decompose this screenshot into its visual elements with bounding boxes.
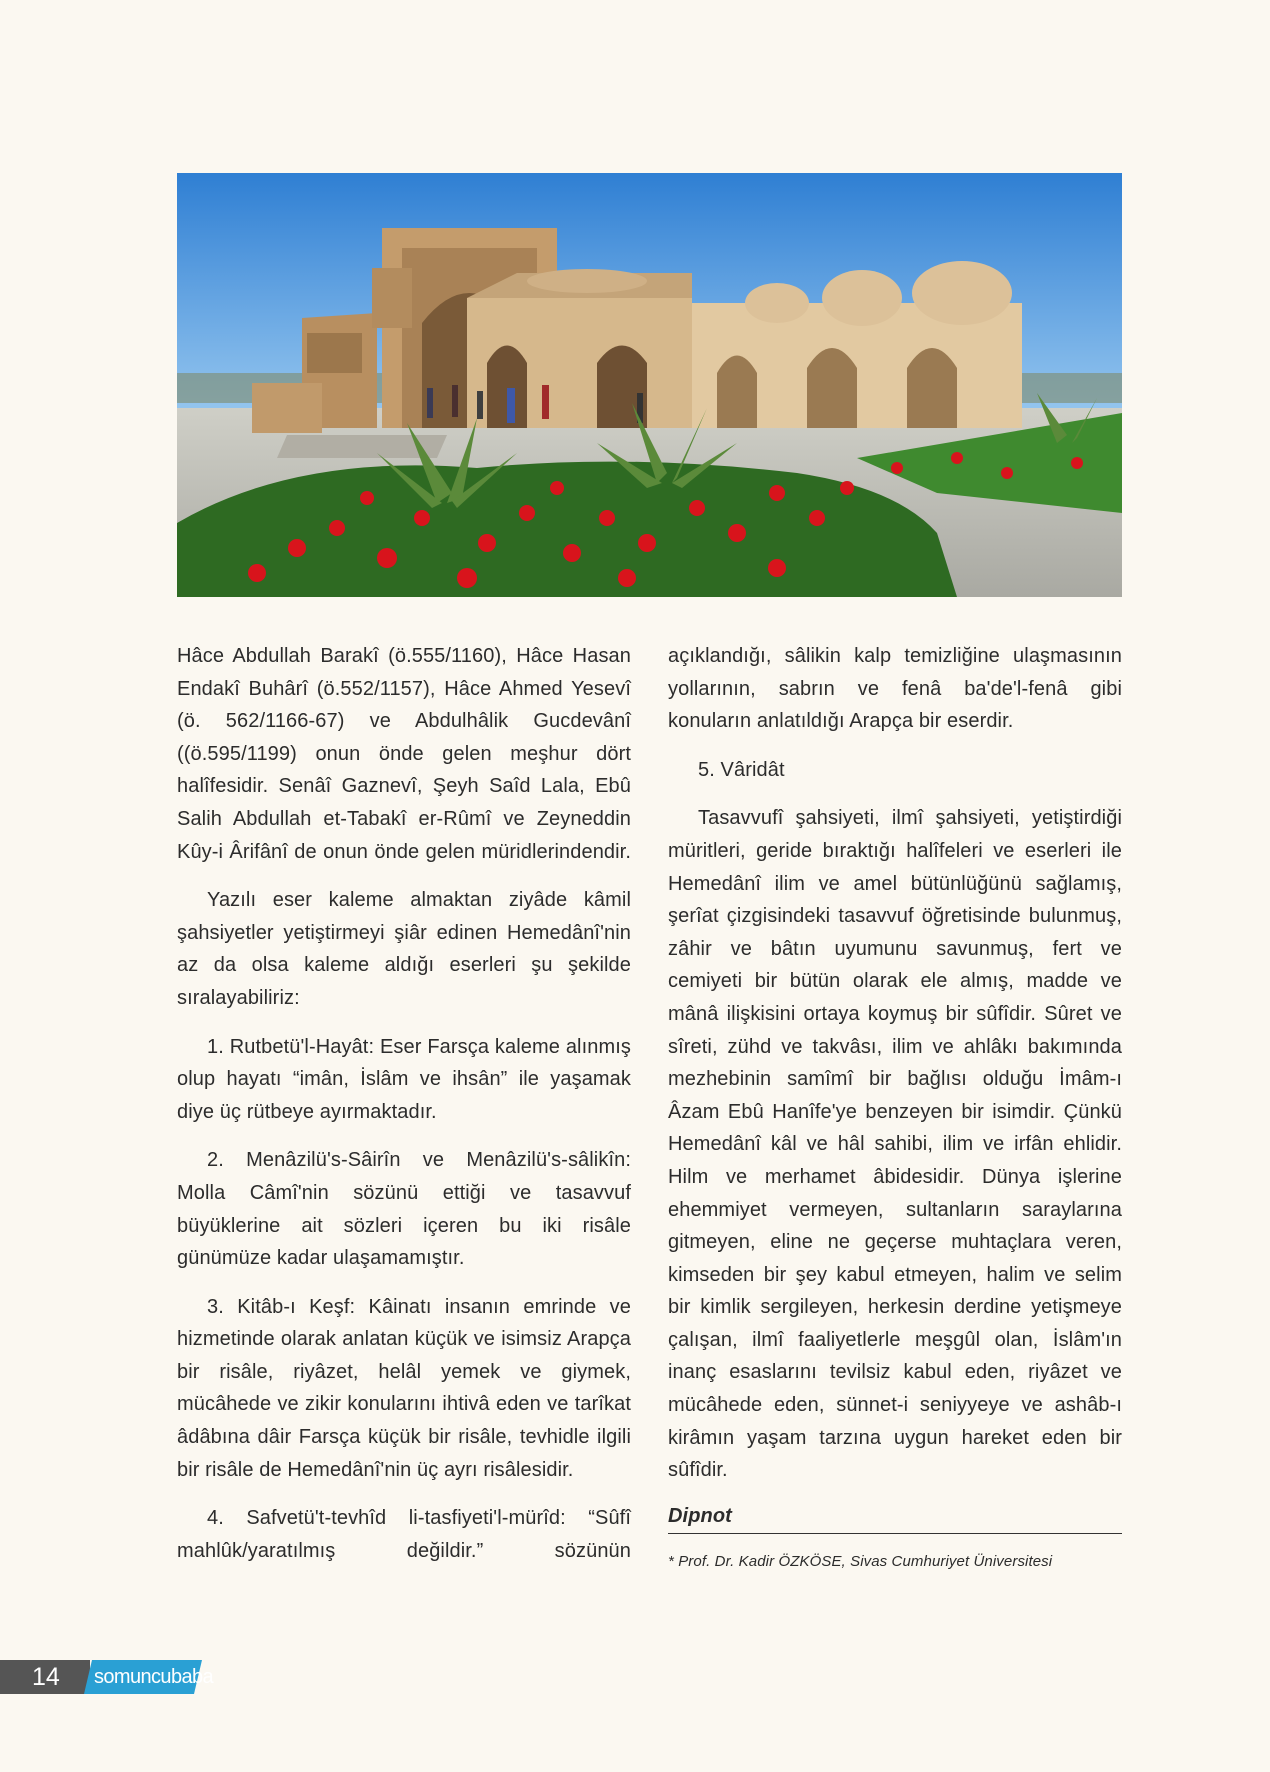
paragraph-sufi-character: Tasavvufî şahsiyeti, ilmî şahsiyeti, yetiştirdiği müritleri, geride bıraktığı halîfeleri ve eserleri ile Hemedânî ilim ve amel bütünlüğünü sağlamış, şerîat çizgisindeki tasavvuf öğretisinde bulunmuş, zâhir ve bâtın uyumunu savunmuş, fert ve cemiyeti bir bütün olarak ele almış, madde ve mânâ ilişkisini ortaya koymuş bir sûfîdir. Sûret ve sîreti, zühd ve takvâsı, ilim ve ahlâkı bakımında mezhebinin samîmî bir bağlısı olduğu İmâm-ı Âzam Ebû Hanîfe'ye benzeyen bir isimdir. Çünkü Hemedânî kâl ve hâl sahibi, ilim ve irfân ehlidir. Hilm ve merhamet âbidesidir. Dünya işlerine ehemmiyet vermeyen, sultanların saraylarına gitmeyen, eline ne geçerse muhtaçlara veren, kimseden bir şey kabul etmeyen, halim ve selim bir kimlik sergileyen, herkesin derdine yetişmeye çalışan, ilmî faaliyetlerle meşgûl olan, İslâm'ın inanç esaslarını tevilsiz kabul eden, riyâzet ve mücâhede eden, sünnet-i seniyyeye ve ashâb-ı kirâmın yaşam tarzına uygun hareket eden bir sûfîdir.	[668, 807, 1122, 1482]
page-footer	[0, 1660, 214, 1694]
paragraph-works-intro: Yazılı eser kaleme almaktan ziyâde kâmil şahsiyetler yetiştirmeyi şiâr edinen Hemedânî'nin az da olsa kaleme aldığı eserleri şu şekilde sıralayabiliriz:	[177, 889, 631, 1009]
work-item-2: 2. Menâzilü's-Sâirîn ve Menâzilü's-sâlikîn: Molla Câmî'nin sözünü ettiği ve tasavvuf büyüklerine ait sözleri içeren bu iki risâle günümüze kadar ulaşamamıştır.	[177, 1149, 631, 1270]
mausoleum-photo	[177, 173, 1122, 597]
paragraph-successors: Hâce Abdullah Barakî (ö.555/1160), Hâce Hasan Endakî Buhârî (ö.552/1157), Hâce Ahmed Yesevî (ö. 562/1166-67) ve Abdulhâlik Gucdevânî ((ö.595/1199) onun önde gelen meşhur dört halîfesidir. Senâî Gaznevî, Şeyh Saîd Lala, Ebû Salih Abdullah et-Tabakî er-Rûmî ve Zeyneddin Kûy-i Ârifânî de onun önde gelen müridlerindendir.	[177, 645, 631, 863]
footnote-heading: Dipnot	[668, 1503, 1122, 1534]
work-item-1: 1. Rutbetü'l-Hayât: Eser Farsça kaleme alınmış olup hayatı “imân, İslâm ve ihsân” ile yaşamak diye üç rütbeye ayırmaktadır.	[177, 1035, 631, 1123]
work-item-5: 5. Vâridât	[698, 758, 785, 781]
work-item-4: 4. Safvetü't-tevhîd li-tasfiyeti'l-mürîd: “Sûfî mahlûk/yaratılmış değildir.” sözünün	[177, 1507, 631, 1562]
page-number: 14	[32, 1663, 60, 1691]
right-text-column	[668, 640, 1122, 1572]
left-text-column	[177, 640, 631, 1583]
work-item-4-continued: açıklandığı, sâlikin kalp temizliğine ulaşmasının yollarının, sabrın ve fenâ ba'de'l-fenâ gibi konuların anlatıldığı Arapça bir eserdir.	[668, 645, 1122, 733]
brand-logo-text: somuncubaba	[94, 1666, 214, 1688]
footnote-author: * Prof. Dr. Kadir ÖZKÖSE, Sivas Cumhuriyet Üniversitesi	[668, 1552, 1053, 1570]
work-item-3: 3. Kitâb-ı Keşf: Kâinatı insanın emrinde ve hizmetinde olarak anlatan küçük ve isimsiz Arapça bir risâle, riyâzet, helâl yemek ve giymek, mücâhede ve zikir konularını ihtivâ eden ve tarîkat âdâbına dâir Farsça küçük bir risâle, tevhidle ilgili bir risâle de Hemedânî'nin üç ayrı risâlesidir.	[177, 1295, 631, 1481]
